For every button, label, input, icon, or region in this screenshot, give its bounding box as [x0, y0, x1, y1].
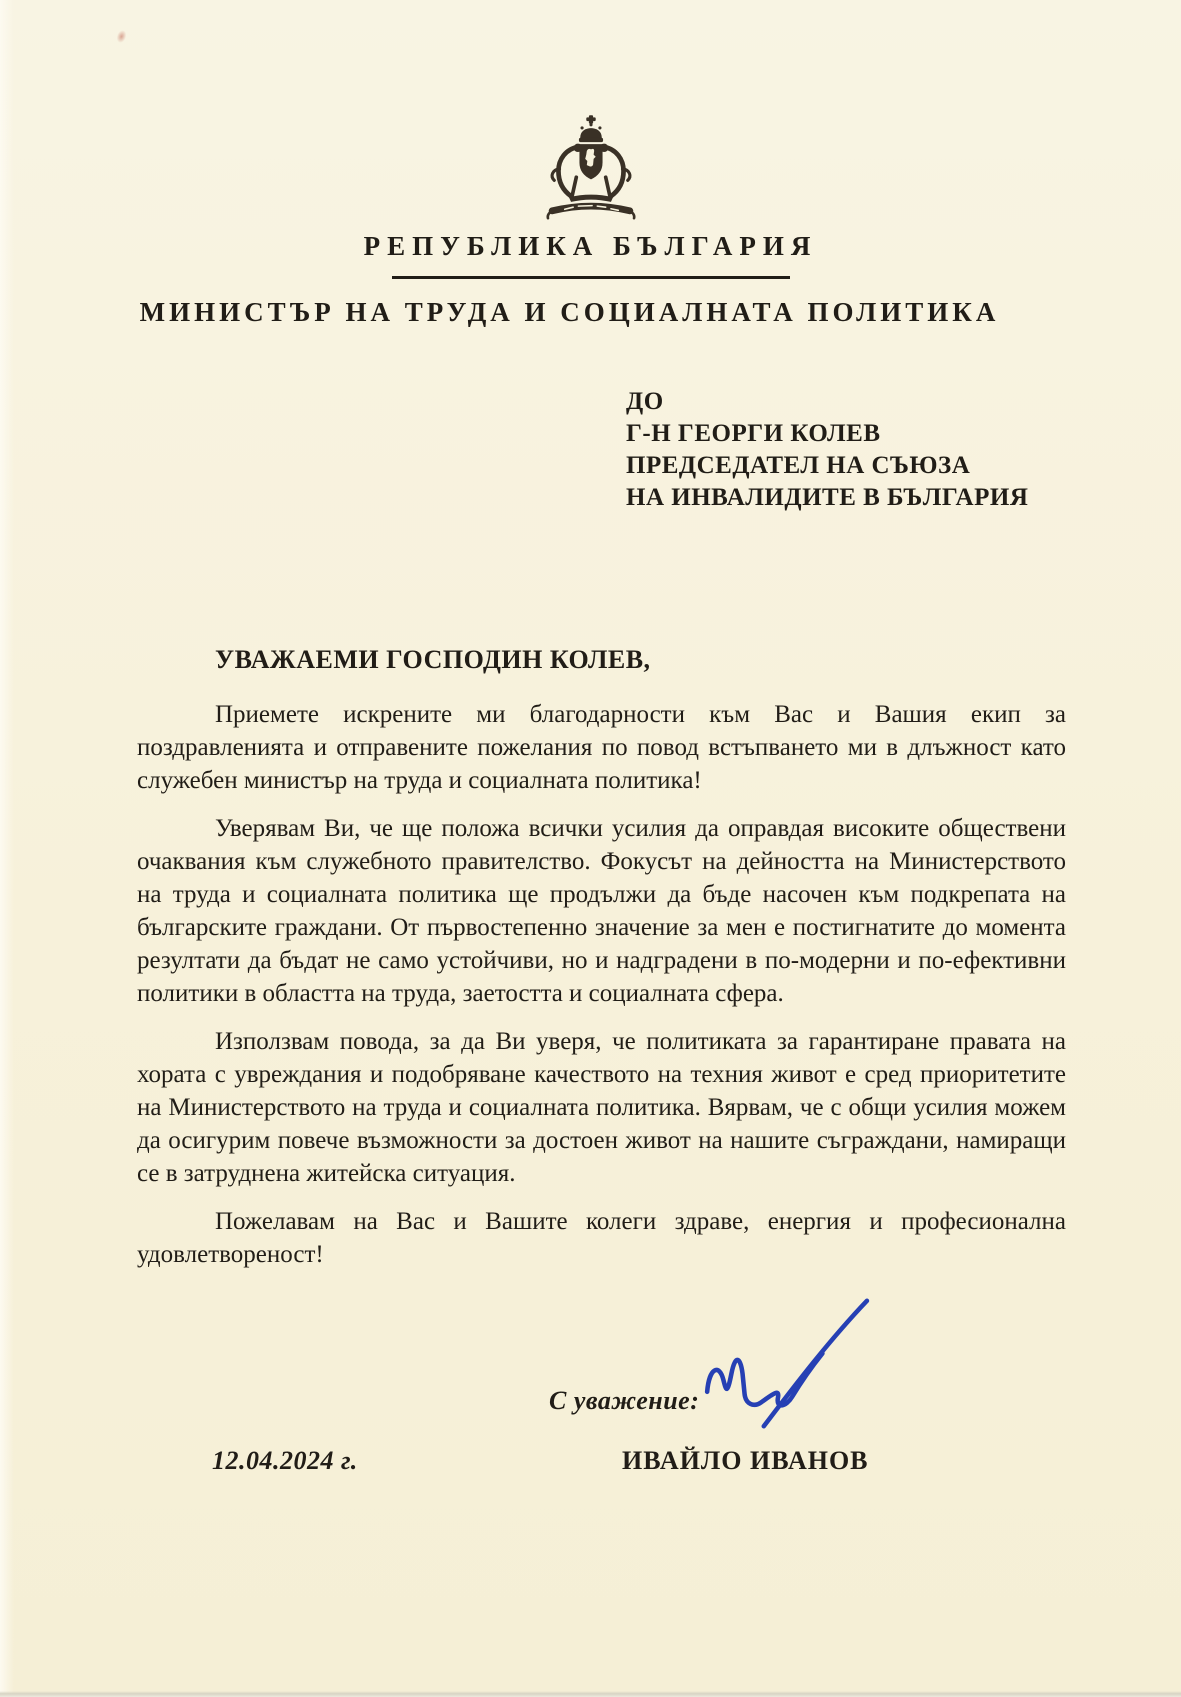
- recipient-line: НА ИНВАЛИДИТЕ В БЪЛГАРИЯ: [626, 484, 1029, 511]
- country-name: РЕПУБЛИКА БЪЛГАРИЯ: [363, 231, 818, 261]
- recipient-block: [626, 386, 1028, 514]
- paragraph: Пожелавам на Вас и Вашите колеги здраве, енергия и професионална удовлетвореност!: [137, 1208, 1066, 1268]
- scan-bottom-edge: [0, 1691, 1181, 1697]
- recipient-line: ДО: [626, 388, 664, 415]
- recipient-line: Г-Н ГЕОРГИ КОЛЕВ: [626, 420, 881, 447]
- ink-speck-artifact: [115, 29, 128, 44]
- paragraph: Използвам повода, за да Ви уверя, че политиката за гарантиране правата на хората с увреждания и подобряване качеството на техния живот е сред приоритетите на Министерството на труда и социалната политика. Вярвам, че с общи усилия можем да осигурим повече възможности за достоен живот на нашите съграждани, намиращи се в затруднена житейска ситуация.: [137, 1028, 1066, 1187]
- valediction: С уважение:: [549, 1386, 700, 1415]
- handwritten-signature-icon: [693, 1294, 875, 1432]
- paragraph: Приемете искрените ми благодарности към Вас и Вашия екип за поздравленията и отправените пожелания по повод встъпването ми в длъжност като служебен министър на труда и социалната политика!: [137, 701, 1066, 794]
- paragraph: Уверявам Ви, че ще положа всички усилия да оправдая високите обществени очаквания към служебното правителство. Фокусът на дейността на Министерството на труда и социалната политика ще продължи да бъде насочен към подкрепата на българските граждани. От първостепенно значение за мен е постигнатите до момента резултати да бъдат не само устойчиви, но и надградени в по-модерни и по-ефективни политики в областта на труда, заетостта и социалната сфера.: [137, 815, 1066, 1007]
- letter-date: 12.04.2024 г.: [212, 1446, 358, 1475]
- salutation: УВАЖАЕМИ ГОСПОДИН КОЛЕВ,: [215, 645, 651, 674]
- bulgarian-coat-of-arms-icon: [528, 114, 654, 230]
- letterhead-divider: [392, 276, 790, 279]
- recipient-line: ПРЕДСЕДАТЕЛ НА СЪЮЗА: [626, 452, 971, 479]
- letter-body: [137, 643, 1066, 1286]
- ministry-title: МИНИСТЪР НА ТРУДА И СОЦИАЛНАТА ПОЛИТИКА: [139, 297, 1000, 327]
- signer-name: ИВАЙЛО ИВАНОВ: [622, 1446, 869, 1475]
